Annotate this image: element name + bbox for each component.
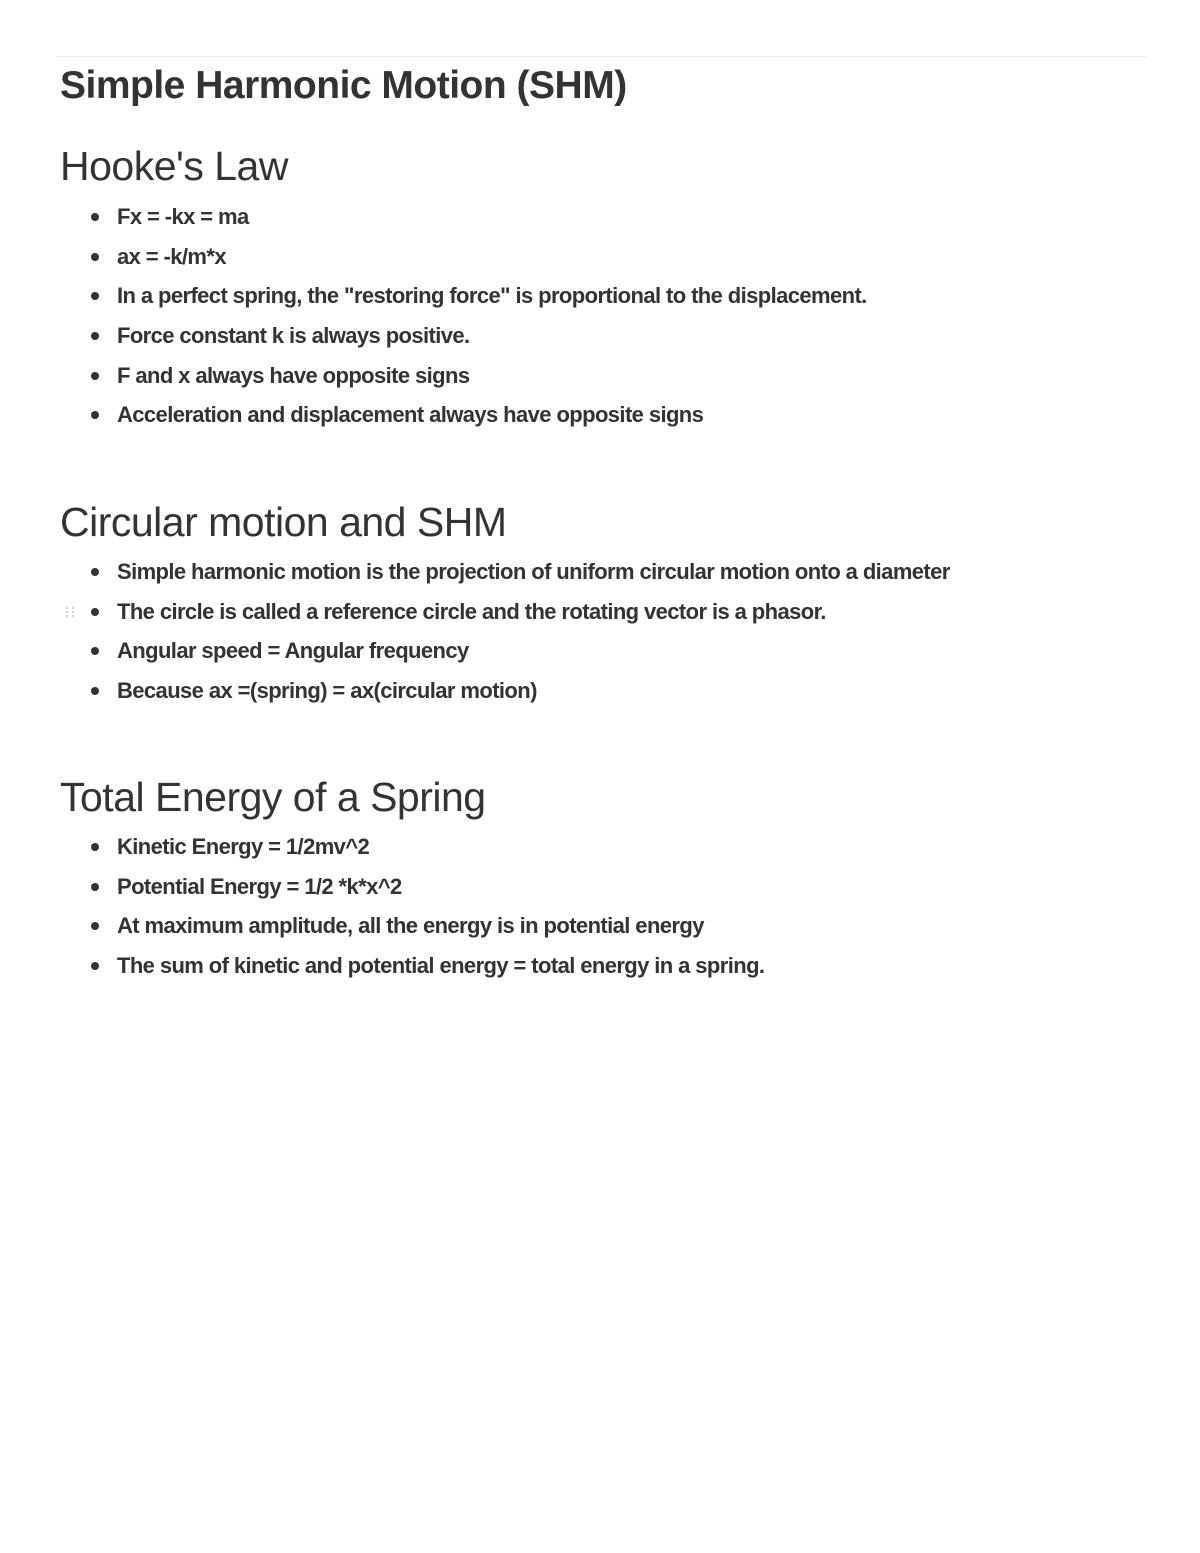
page-title: Simple Harmonic Motion (SHM) <box>60 64 627 107</box>
section-heading-circular-motion: Circular motion and SHM <box>60 499 507 545</box>
bullet-icon <box>91 608 99 616</box>
section-heading-hookes-law: Hooke's Law <box>60 143 288 189</box>
list-item-text: At maximum amplitude, all the energy is in potential energy <box>117 913 704 939</box>
list-item-text: Acceleration and displacement always have opposite signs <box>117 402 704 428</box>
drag-handle-icon[interactable] <box>64 606 76 618</box>
bullet-icon <box>91 843 99 851</box>
list-item-text: Angular speed = Angular frequency <box>117 638 469 664</box>
list-item-text: The circle is called a reference circle and the rotating vector is a phasor. <box>117 598 826 624</box>
bullet-icon <box>91 411 99 419</box>
bullet-icon <box>91 647 99 655</box>
list-item-text: The sum of kinetic and potential energy = total energy in a spring. <box>117 953 765 979</box>
list-item-text: Force constant k is always positive. <box>117 323 470 349</box>
bullet-icon <box>91 253 99 261</box>
list-item-text: F and x always have opposite signs <box>117 362 470 388</box>
list-item-text: Potential Energy = 1/2 *k*x^2 <box>117 873 402 899</box>
list-item-text: Simple harmonic motion is the projection of uniform circular motion onto a diameter <box>117 559 950 584</box>
bullet-icon <box>91 883 99 891</box>
bullet-icon <box>91 922 99 930</box>
list-item-text: Kinetic Energy = 1/2mv^2 <box>117 834 370 859</box>
bullet-icon <box>91 292 99 300</box>
list-item-text: Because ax =(spring) = ax(circular motion) <box>117 678 537 704</box>
list-item-text: In a perfect spring, the "restoring force" is proportional to the displacement. <box>117 283 867 309</box>
bullet-icon <box>91 962 99 970</box>
bullet-icon <box>91 213 99 221</box>
top-divider <box>57 56 1147 57</box>
list-item-text: Fx = -kx = ma <box>117 204 249 229</box>
bullet-icon <box>91 332 99 340</box>
bullet-icon <box>91 687 99 695</box>
list-item-text: ax = -k/m*x <box>117 243 226 269</box>
bullet-icon <box>91 568 99 576</box>
section-heading-total-energy: Total Energy of a Spring <box>60 774 486 820</box>
bullet-icon <box>91 372 99 380</box>
